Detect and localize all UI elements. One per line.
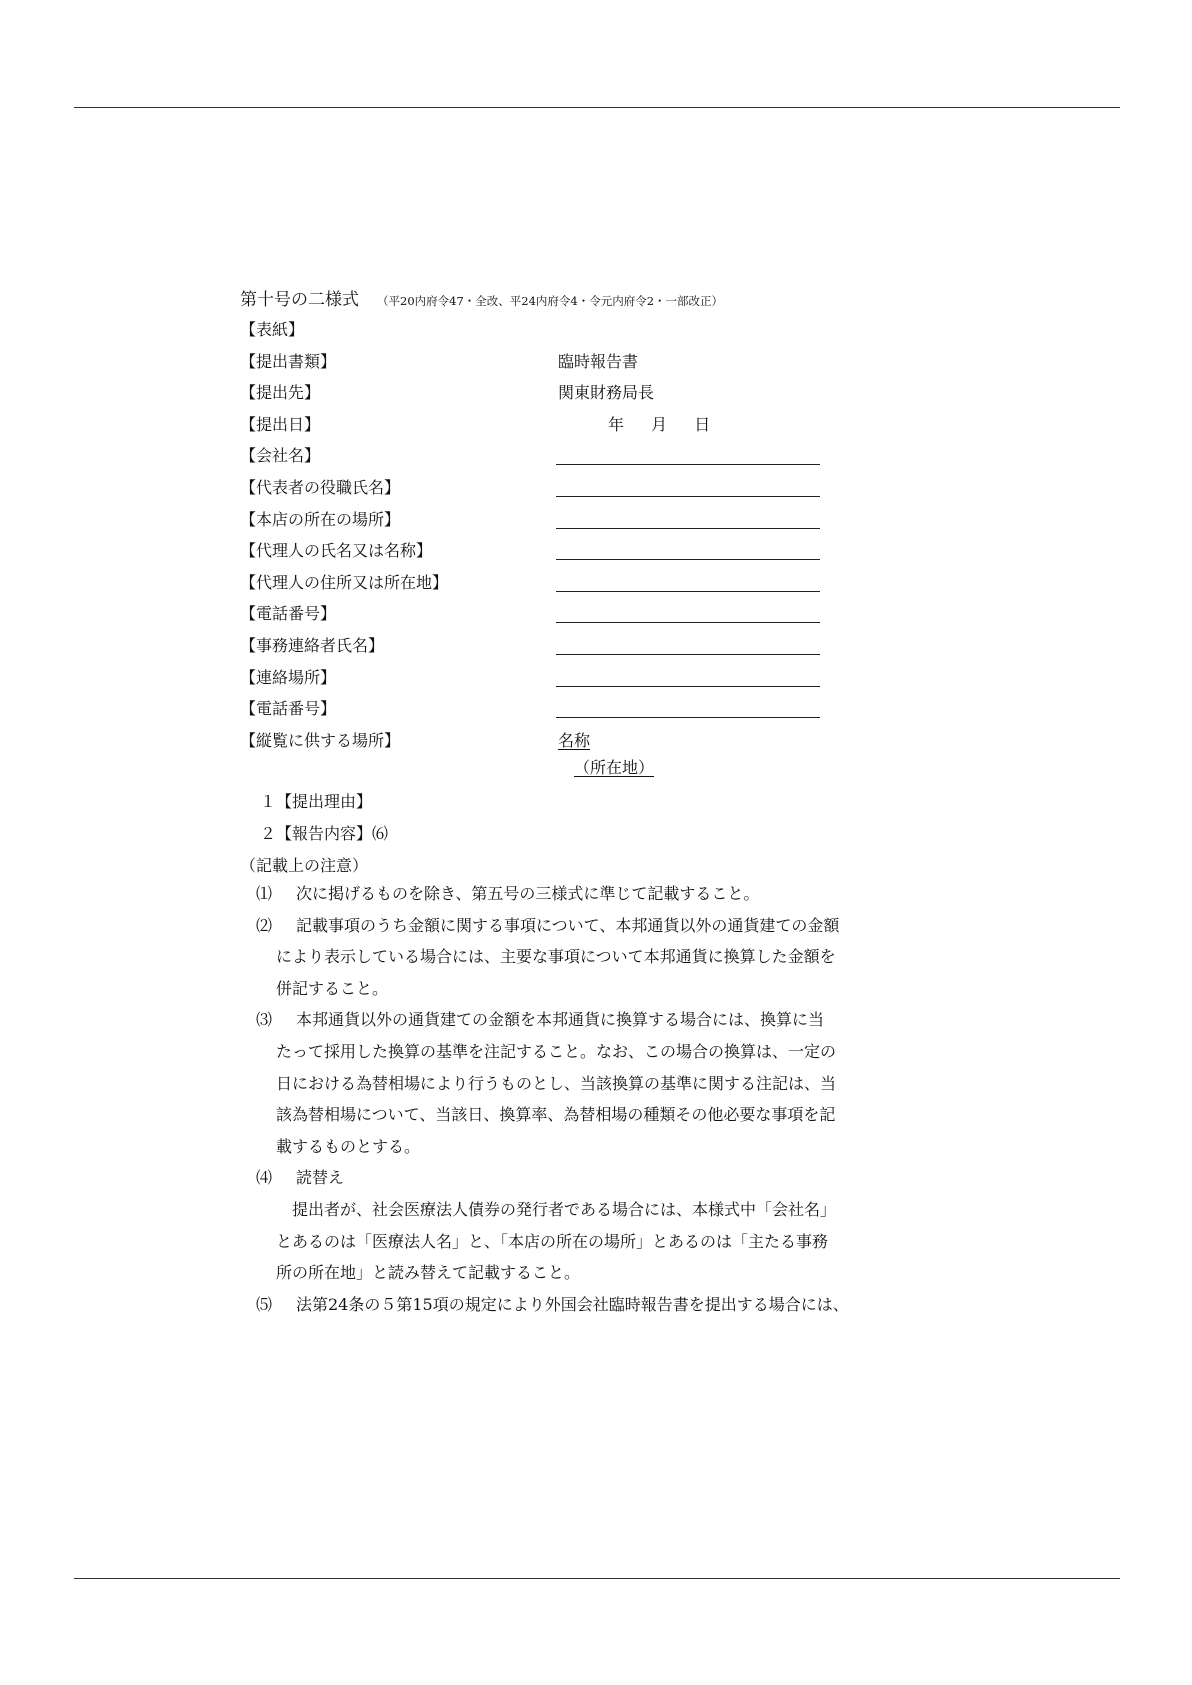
date-month: 月 (651, 414, 668, 434)
field-agent-address (240, 564, 900, 596)
note-number: ⑶ (256, 1010, 273, 1030)
note-1 (256, 878, 900, 910)
note-line: 提出者が、社会医療法人債券の発行者である場合には、本様式中「会社名」 (292, 1200, 837, 1220)
note-line: とあるのは「医療法人名」と、「本店の所在の場所」とあるのは「主たる事務 (276, 1231, 829, 1251)
note-5 (256, 1289, 900, 1321)
location-sub: （所在地） (574, 758, 655, 778)
item-label: ２【報告内容】⑹ (260, 823, 389, 843)
field-label: 【事務連絡者氏名】 (240, 635, 385, 655)
blank-line (556, 654, 820, 655)
note-number: ⑸ (256, 1294, 273, 1314)
form-title: 第十号の二様式 (240, 290, 359, 310)
field-label: 【電話番号】 (240, 604, 337, 624)
cover-label: 【表紙】 (240, 320, 305, 339)
note-line: により表示している場合には、主要な事項について本邦通貨に換算した金額を (276, 947, 836, 967)
field-agent-name (240, 532, 900, 564)
note-line: 読替え (296, 1168, 345, 1188)
blank-line (556, 686, 820, 687)
item-content (240, 815, 900, 847)
note-line: 載するものとする。 (276, 1136, 421, 1156)
note-line: 法第24条の５第15項の規定により外国会社臨時報告書を提出する場合には、 (296, 1294, 849, 1314)
field-label: 【提出先】 (240, 383, 321, 403)
blank-line (556, 528, 820, 529)
item-reason (240, 783, 900, 815)
field-label: 【会社名】 (240, 446, 321, 466)
field-value: 名称 (558, 730, 591, 750)
date-day: 日 (694, 414, 711, 434)
note-line: たって採用した換算の基準を注記すること。なお、この場合の換算は、一定の (276, 1042, 837, 1062)
field-label: 【電話番号】 (240, 699, 337, 719)
field-label: 【代表者の役職氏名】 (240, 477, 401, 497)
blank-line (556, 591, 820, 592)
note-4 (256, 1162, 900, 1288)
date-year: 年 (608, 414, 625, 434)
field-contact-person (240, 627, 900, 659)
note-line: 所の所在地」と読み替えて記載すること。 (276, 1263, 581, 1283)
notes-heading (240, 847, 900, 879)
field-contact-place (240, 659, 900, 691)
blank-line (556, 559, 820, 560)
field-submit-date (240, 406, 900, 438)
note-line: 記載事項のうち金額に関する事項について、本邦通貨以外の通貨建ての金額 (296, 915, 840, 935)
note-line: 次に掲げるものを除き、第五号の三様式に準じて記載すること。 (296, 884, 760, 904)
item-label: １【提出理由】 (260, 792, 373, 812)
footer-rule (74, 1578, 1120, 1579)
field-phone-2 (240, 690, 900, 722)
form-title-line (240, 285, 900, 311)
location-sub-row (240, 753, 900, 783)
field-label: 【提出日】 (240, 414, 321, 434)
field-value: 臨時報告書 (558, 351, 639, 371)
date-value (608, 412, 732, 435)
form-page (240, 285, 900, 1320)
field-label: 【縦覧に供する場所】 (240, 730, 401, 750)
note-line: 日における為替相場により行うものとし、当該換算の基準に関する注記は、当 (276, 1073, 837, 1093)
note-number: ⑵ (256, 915, 273, 935)
field-inspection-place (240, 722, 900, 754)
amendment-note: （平20内府令47・全改、平24内府令4・令元内府令2・一部改正） (377, 294, 724, 308)
field-document-type (240, 343, 900, 375)
note-line: 併記すること。 (276, 978, 389, 998)
field-value: 関東財務局長 (558, 383, 655, 403)
blank-line (556, 717, 820, 718)
notes-heading-text: （記載上の注意） (240, 855, 369, 875)
note-number: ⑷ (256, 1168, 273, 1188)
field-phone (240, 595, 900, 627)
field-label: 【代理人の住所又は所在地】 (240, 572, 449, 592)
field-company-name (240, 437, 900, 469)
blank-line (556, 464, 820, 465)
field-label: 【提出書類】 (240, 351, 337, 371)
note-line: 本邦通貨以外の通貨建ての金額を本邦通貨に換算する場合には、換算に当 (296, 1010, 825, 1030)
note-3 (256, 1004, 900, 1162)
note-number: ⑴ (256, 884, 273, 904)
note-line: 該為替相場について、当該日、換算率、為替相場の種類その他必要な事項を記 (276, 1105, 836, 1125)
header-rule (74, 107, 1120, 108)
note-2 (256, 910, 900, 1005)
blank-line (556, 496, 820, 497)
field-label: 【本店の所在の場所】 (240, 509, 401, 529)
blank-line (556, 622, 820, 623)
field-representative (240, 469, 900, 501)
field-label: 【連絡場所】 (240, 667, 337, 687)
field-head-office (240, 501, 900, 533)
field-label: 【代理人の氏名又は名称】 (240, 541, 433, 561)
field-submit-to (240, 374, 900, 406)
cover-row (240, 311, 900, 343)
